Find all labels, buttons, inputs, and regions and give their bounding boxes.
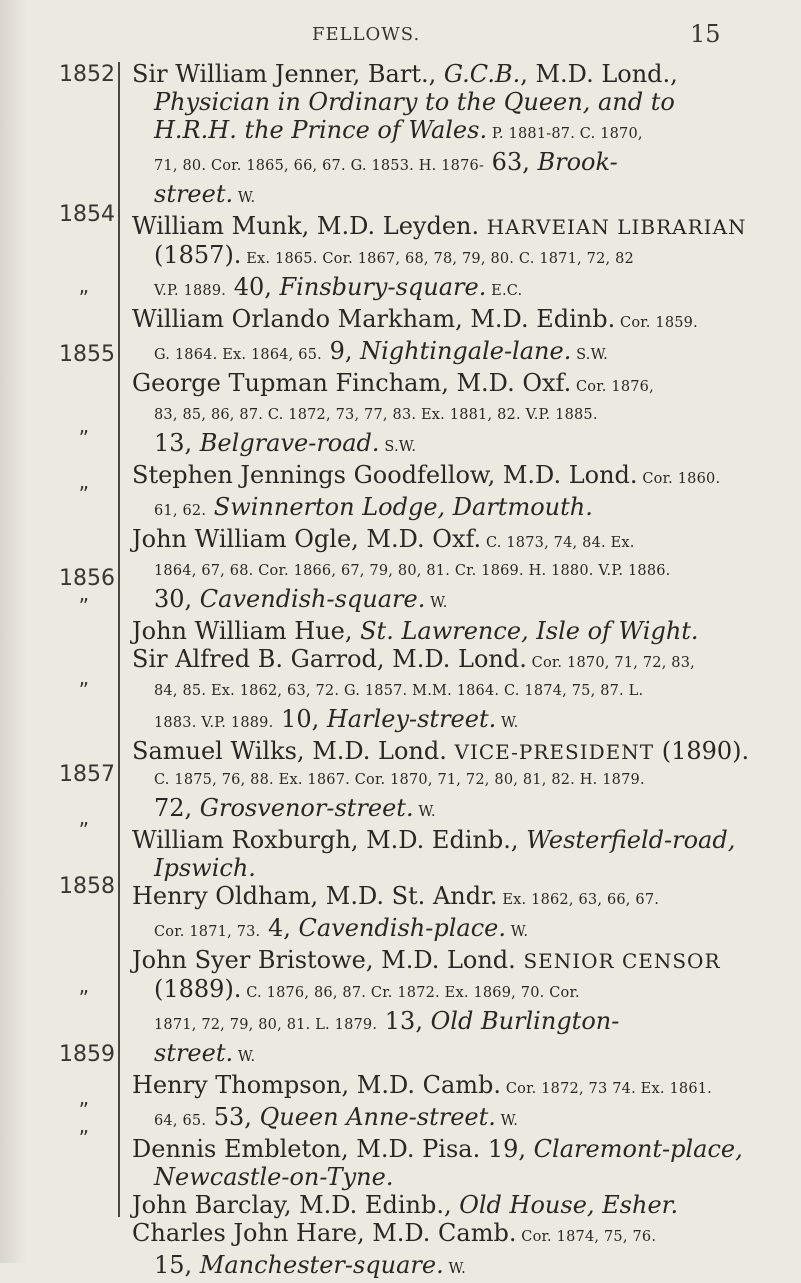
entry-text: 61, 62. bbox=[154, 503, 207, 519]
entry-text: William Roxburgh, M.D. Edinb., bbox=[132, 826, 527, 854]
entry-text: 30, bbox=[154, 585, 200, 613]
entry-text: Ex. 1865. Cor. 1867, 68, 78, 79, 80. C. 1871, 72, 82 bbox=[241, 251, 634, 267]
entry-text: Henry Oldham, M.D. St. Andr. bbox=[132, 882, 498, 910]
entry-text: Old House, Esher. bbox=[459, 1191, 679, 1219]
entry-text: Cor. 1876, bbox=[571, 379, 654, 395]
column-rule bbox=[118, 62, 120, 1217]
year-ditto: ” bbox=[78, 986, 89, 1010]
entry-text: W. bbox=[505, 924, 529, 940]
year-1856: 1856 bbox=[59, 566, 115, 591]
entry-text: 1871, 72, 79, 80, 81. L. 1879. bbox=[154, 1017, 378, 1033]
text-line bbox=[132, 429, 782, 461]
text-line bbox=[132, 1135, 782, 1163]
entry-text: Physician in Ordinary to the Queen, and to bbox=[154, 88, 675, 116]
text-line bbox=[132, 1251, 782, 1283]
text-line bbox=[132, 1007, 782, 1039]
year-1852: 1852 bbox=[59, 62, 115, 87]
text-line bbox=[132, 794, 782, 826]
list-item bbox=[132, 369, 782, 461]
entry-text: S.W. bbox=[571, 347, 608, 363]
text-line bbox=[132, 1103, 782, 1135]
list-item bbox=[132, 617, 782, 645]
entry-text: 40, bbox=[226, 273, 280, 301]
entry-text: E.C. bbox=[486, 283, 523, 299]
year-ditto: ” bbox=[78, 678, 89, 702]
entry-text: 13, bbox=[154, 429, 200, 457]
text-line bbox=[132, 369, 782, 401]
entry-text: (1889). bbox=[154, 975, 242, 1003]
entry-text: 71, 80. Cor. 1865, 66, 67. G. 1853. H. 1876- bbox=[154, 158, 485, 174]
year-1857: 1857 bbox=[59, 762, 115, 787]
list-item bbox=[132, 305, 782, 369]
text-line bbox=[132, 461, 782, 493]
entry-text: Cor. 1859. bbox=[615, 315, 698, 331]
year-ditto: ” bbox=[78, 594, 89, 618]
entry-text: Finsbury-square. bbox=[279, 273, 487, 301]
year-ditto: ” bbox=[78, 1098, 89, 1122]
list-item bbox=[132, 212, 782, 305]
entry-text: 4, bbox=[260, 914, 299, 942]
entry-text: Sir William Jenner, Bart., bbox=[132, 60, 444, 88]
entry-text: Cor. 1871, 73. bbox=[154, 924, 261, 940]
entry-text: Westerfield-road, bbox=[526, 826, 736, 854]
entry-text: Belgrave-road. bbox=[199, 429, 380, 457]
entry-text: George Tupman Fincham, M.D. Oxf. bbox=[132, 369, 572, 397]
entry-text: Nightingale-lane. bbox=[360, 337, 572, 365]
entry-text: 63, bbox=[484, 148, 538, 176]
entry-text: Dennis Embleton, M.D. Pisa. 19, bbox=[132, 1135, 534, 1163]
text-line bbox=[132, 975, 782, 1007]
year-ditto: ” bbox=[78, 286, 89, 310]
text-line bbox=[132, 148, 782, 180]
entry-text: C. 1875, 76, 88. Ex. 1867. Cor. 1870, 71, 72, 80, 81, 82. H. 1879. bbox=[154, 772, 645, 788]
entry-text: Newcastle-on-Tyne. bbox=[154, 1163, 394, 1191]
list-item bbox=[132, 737, 782, 826]
entry-text: Charles John Hare, M.D. Camb. bbox=[132, 1219, 517, 1247]
entry-text: C. 1876, 86, 87. Cr. 1872. Ex. 1869, 70. Cor. bbox=[241, 985, 580, 1001]
entry-text: (1890). bbox=[654, 737, 750, 765]
list-item bbox=[132, 946, 782, 1071]
year-1858: 1858 bbox=[59, 874, 115, 899]
entry-text: Cor. 1860. bbox=[637, 471, 721, 487]
entry-text: G.C.B. bbox=[443, 60, 521, 88]
text-line bbox=[132, 180, 782, 212]
fellows-list bbox=[132, 60, 782, 1283]
entry-text: 13, bbox=[377, 1007, 431, 1035]
entry-text: 64, 65. bbox=[154, 1113, 207, 1129]
year-ditto: ” bbox=[78, 818, 89, 842]
text-line bbox=[132, 525, 782, 557]
entry-text: Brook- bbox=[537, 148, 618, 176]
entry-text: Ipswich. bbox=[154, 854, 256, 882]
text-line bbox=[132, 305, 782, 337]
entry-text: W. bbox=[413, 804, 436, 820]
text-line bbox=[132, 946, 782, 975]
entry-text: Old Burlington- bbox=[430, 1007, 620, 1035]
page-header bbox=[0, 10, 801, 50]
entry-text: Grosvenor-street. bbox=[199, 794, 414, 822]
year-1854: 1854 bbox=[59, 202, 115, 227]
election-year-column bbox=[0, 0, 115, 1263]
text-line bbox=[132, 493, 782, 525]
entry-text: W. bbox=[495, 1113, 519, 1129]
entry-text: W. bbox=[496, 715, 519, 731]
text-line bbox=[132, 882, 782, 914]
text-line bbox=[132, 1191, 782, 1219]
text-line bbox=[132, 737, 782, 766]
year-ditto: ” bbox=[78, 426, 89, 450]
entry-text: Cor. 1874, 75, 76. bbox=[516, 1229, 657, 1245]
entry-text: Cor. 1872, 73 74. Ex. 1861. bbox=[501, 1081, 712, 1097]
year-1859: 1859 bbox=[59, 1042, 115, 1067]
entry-text: 10, bbox=[273, 705, 327, 733]
entry-text: St. Lawrence, Isle of Wight. bbox=[360, 617, 699, 645]
entry-text: (1857). bbox=[154, 241, 242, 269]
entry-text: William Munk, M.D. Leyden. bbox=[132, 212, 487, 240]
entry-text: 83, 85, 86, 87. C. 1872, 73, 77, 83. Ex. 1881, 82. V.P. 1885. bbox=[154, 407, 598, 423]
list-item bbox=[132, 1135, 782, 1191]
text-line bbox=[132, 273, 782, 305]
entry-text: Samuel Wilks, M.D. Lond. bbox=[132, 737, 455, 765]
entry-text: C. 1873, 74, 84. Ex. bbox=[481, 535, 635, 551]
year-ditto: ” bbox=[78, 1126, 89, 1150]
entry-text: 72, bbox=[154, 794, 200, 822]
entry-text: P. 1881-87. C. 1870, bbox=[487, 126, 643, 142]
entry-text: 53, bbox=[206, 1103, 260, 1131]
entry-text: W. bbox=[425, 595, 448, 611]
entry-text: VICE-PRESIDENT bbox=[454, 740, 655, 764]
entry-text: John Syer Bristowe, M.D. Lond. bbox=[132, 946, 524, 974]
entry-text: street. bbox=[154, 180, 234, 208]
entry-text: Harley-street. bbox=[326, 705, 497, 733]
entry-text: Manchester-square. bbox=[199, 1251, 444, 1279]
text-line bbox=[132, 645, 782, 677]
text-line bbox=[132, 826, 782, 854]
entry-text: street. bbox=[154, 1039, 234, 1067]
page-number: 15 bbox=[690, 20, 721, 48]
text-line bbox=[132, 116, 782, 148]
entry-text: John William Ogle, M.D. Oxf. bbox=[132, 525, 482, 553]
entry-text: 84, 85. Ex. 1862, 63, 72. G. 1857. M.M. 1864. C. 1874, 75, 87. L. bbox=[154, 683, 644, 699]
text-line bbox=[132, 617, 782, 645]
entry-text: Cavendish-square. bbox=[199, 585, 426, 613]
list-item bbox=[132, 882, 782, 946]
entry-text: Cor. 1870, 71, 72, 83, bbox=[526, 655, 695, 671]
entry-text: SENIOR CENSOR bbox=[523, 949, 721, 973]
entry-text: Sir Alfred B. Garrod, M.D. Lond. bbox=[132, 645, 527, 673]
entry-text: Ex. 1862, 63, 66, 67. bbox=[497, 892, 660, 908]
entry-text: John Barclay, M.D. Edinb., bbox=[132, 1191, 460, 1219]
entry-text: , M.D. Lond., bbox=[520, 60, 678, 88]
entry-text: John William Hue, bbox=[132, 617, 361, 645]
entry-text: S.W. bbox=[379, 439, 417, 455]
entry-text: V.P. 1889. bbox=[154, 283, 227, 299]
entry-text: W. bbox=[443, 1261, 466, 1277]
list-item bbox=[132, 461, 782, 525]
entry-text: W. bbox=[233, 190, 256, 206]
entry-text: H.R.H. the Prince of Wales. bbox=[154, 116, 488, 144]
entry-text: HARVEIAN LIBRARIAN bbox=[486, 215, 747, 239]
year-ditto: ” bbox=[78, 482, 89, 506]
text-line bbox=[132, 212, 782, 241]
text-line bbox=[132, 1071, 782, 1103]
list-item bbox=[132, 525, 782, 617]
entry-text: Claremont-place, bbox=[533, 1135, 743, 1163]
list-item bbox=[132, 60, 782, 212]
entry-text: Swinnerton Lodge, Dartmouth. bbox=[206, 493, 593, 521]
list-item bbox=[132, 1071, 782, 1135]
list-item bbox=[132, 1191, 782, 1219]
list-item bbox=[132, 1219, 782, 1283]
entry-text: Henry Thompson, M.D. Camb. bbox=[132, 1071, 502, 1099]
text-line bbox=[132, 241, 782, 273]
text-line bbox=[132, 705, 782, 737]
text-line bbox=[132, 914, 782, 946]
text-line bbox=[132, 1039, 782, 1071]
entry-text: Queen Anne-street. bbox=[259, 1103, 496, 1131]
text-line bbox=[132, 337, 782, 369]
entry-text: Cavendish-place. bbox=[298, 914, 506, 942]
text-line bbox=[132, 585, 782, 617]
entry-text: 9, bbox=[321, 337, 361, 365]
text-line bbox=[132, 1219, 782, 1251]
entry-text: 1883. V.P. 1889. bbox=[154, 715, 274, 731]
running-head: FELLOWS. bbox=[312, 24, 421, 45]
entry-text: G. 1864. Ex. 1864, 65. bbox=[154, 347, 322, 363]
entry-text: 1864, 67, 68. Cor. 1866, 67, 79, 80, 81. Cr. 1869. H. 1880. V.P. 1886. bbox=[154, 563, 671, 579]
list-item bbox=[132, 645, 782, 737]
year-1855: 1855 bbox=[59, 342, 115, 367]
list-item bbox=[132, 826, 782, 882]
entry-text: 15, bbox=[154, 1251, 200, 1279]
entry-text: William Orlando Markham, M.D. Edinb. bbox=[132, 305, 616, 333]
entry-text: W. bbox=[233, 1049, 256, 1065]
text-line bbox=[132, 60, 782, 88]
entry-text: Stephen Jennings Goodfellow, M.D. Lond. bbox=[132, 461, 638, 489]
